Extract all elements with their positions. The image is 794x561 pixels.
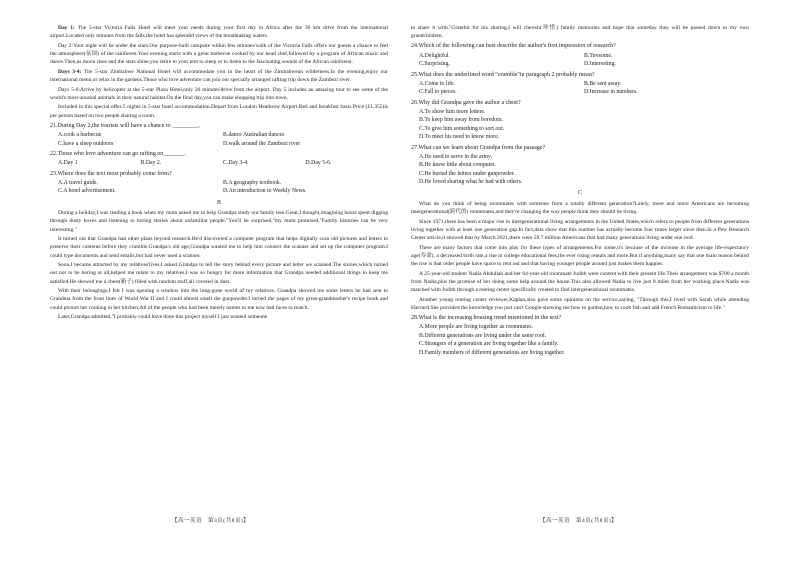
page-footer-left: 【高一英语 第3页(共8页)】: [172, 518, 250, 524]
question-stem: 27.What can we learn about Grandpa from the passage?: [411, 144, 546, 151]
passage-a: [50, 24, 388, 120]
paragraph: It turned out that Grandpa had other plans beyond research.He'd discovered a computer program that helps digitally scan old pictures and letters to preserve their contents before they crumble.Grandpa's old age,Grandpa wanted me to help him connect the scanner and set up the computer program.I could type documents and send emails,but had never used a scanner.: [50, 236, 388, 259]
paragraph: There are many factors that come into play for these types of arrangements.For some,it's because of the increase in the average life-expectancy age(寿命), a decreased birth rate,a rise in college educational fees,the ever rising rentals and more.But if anything,many say that one main reason behind the rise is that older people have space to rent out and that having younger people around just makes them happier.: [411, 244, 749, 268]
option: D.Interesting.: [584, 61, 616, 68]
paragraph: A 25-year-old student Nadia Abdullah and her 64-year-old roommate Judith were content with their present life.Their arrangement was $700 a month from Nadia,plus the promise of her doing some help around the house.This also allowed Nadia to live just 8 miles from her working place.Nadia was matched with Judith through a renting center specifically created to find intergenerational roommates.: [411, 270, 749, 294]
page-3-column: [50, 24, 388, 323]
option: A.cook a barbecue: [58, 132, 102, 139]
question-stem: 22.Those who love adventure can go rafting on_______.: [50, 150, 186, 157]
option: A.More people are living together as roommates.: [419, 324, 533, 331]
option: C.To give him something to sort out.: [419, 125, 505, 132]
paragraph: Later,Grandpa admitted,"I probably could have done this project myself.I just wanted someone: [58, 314, 268, 321]
question-25: [411, 71, 749, 97]
option: D.To meet his need to know more.: [419, 134, 500, 141]
paragraph: What do you think of being roommates with someone from a totally different generation?Lately, more and more Americans are becoming intergenerational(跨代的) roommates,and they're changing the way people think they should be living.: [411, 200, 749, 216]
option: D.He loved sharing what he had with others.: [419, 179, 523, 186]
page-4-column: [411, 24, 749, 358]
question-stem: 26.Why did Grandpa gave the author a chest?: [411, 99, 521, 106]
question-26: [411, 99, 749, 142]
paragraph: to share it with."Grateful for his sharing,I will cherish(珍惜) family memories and hope that someday they will be passed down to my own grandchildren.: [411, 25, 749, 40]
paragraph: Since 1971,there has been a major rise in intergenerational living arrangements in the United States,which refers to people from different generations living together with at least one generation gap.In fact,data show that this number has actually become four times larger since then.In a Pew Research Center article,it showed that by March 2021,there were 59.7 million Americans that had many generations living under one roof.: [411, 218, 749, 242]
option: C.Surprising.: [419, 61, 450, 68]
option: B.He knew little about computer.: [419, 162, 496, 169]
option: B.Day 2.: [140, 160, 162, 167]
paragraph: During a holiday,I was reading a book when my mum asked me to help Grandpa study our family tree.Great,I thought,imagining hours spent digging through dusty boxes and listening to boring stories about unfamiliar people."You'll be surprised,"my mum promised,"Family histories can be very interesting.": [50, 210, 388, 233]
option: D.An introduction to Weekly News.: [223, 188, 307, 195]
question-stem: 23.Where does the text most probably come from?: [50, 170, 172, 177]
option: B.Different generations are living under the same roof.: [419, 332, 547, 339]
paragraph: Day 2:Your night will be under the stars.Our purpose-built campsite within few minutes'walk of the Victoria Falls offers our guests a chance to feel the atmosphere(氛围) of the rainforest.Your evening starts with a great barbecue cooked by our head chef,followed by a program of African music and dance.Then,as moon rises and the stars shine,you retire to your tent to sleep or to listen to the fascinating sounds of the African rainforest.: [50, 42, 388, 66]
option: D.walk around the Zambezi river: [223, 140, 301, 147]
option: A.Delightful.: [419, 52, 450, 59]
option: B.To keep him away from boredom.: [419, 117, 504, 124]
passage-b: [50, 209, 388, 321]
option: B.dance Australian dances: [223, 132, 285, 139]
paragraph: Soon,I became attracted by my relatives'lives.I asked Grandpa to tell the story behind every picture and letter we scanned.The stories,which turned out not to be boring at all,helped me relate to my relatives.I was so hungry for more information that Grandpa needed additional things to keep me satisfied.He showed me a chest(箱子) filled with random stuff,all covered in dust.: [50, 262, 388, 285]
option: B.A geography textbook.: [223, 179, 282, 186]
option: C.He buried the letters under gunpowder.: [419, 170, 515, 177]
option: B.Be sent away.: [584, 80, 622, 87]
paragraph: Days 3-4: The 5-star Zimbabwe National Hotel will accommodate you in the heart of the Zimbabwean wilderness.In the evening,enjoy our international menu,or relax in the gardens.Those who love adventure can join our specially arranged rafting trip down the Zambezi river.: [50, 68, 388, 83]
question-23: [50, 170, 388, 196]
option: A.Come to life.: [419, 80, 456, 87]
option: B.Tiresome.: [584, 52, 613, 59]
paragraph: Days 5-6:Arrive by helicopter at the 5-star Plaza Hotel,only 20 minutes'drive from the airport. Day 5 includes an amazing tour to see some of the world's most unusual animals in their natural habitat.On the final day,you can make shopping trip into town.: [50, 86, 388, 101]
question-24: [411, 42, 749, 68]
option: D.Family members of different generations are living together.: [419, 349, 565, 356]
question-28: [411, 314, 749, 357]
paragraph: Another young renting center reviewer,Kaplan,also gave some opinions on the service,saying, "Through this,I lived with Sarah while attending Harvard.She provided the knowledge you just can't Google-showing me how to garden,how to cook fish and add French Romanticism to life.": [411, 296, 749, 311]
question-stem: 21.During Day 2,the tourists will have a chance to _________.: [50, 122, 201, 129]
option: D.Increase in numbers.: [584, 89, 638, 96]
section-heading-c: C: [577, 190, 582, 197]
question-stem: 24.Which of the following can best describe the author's first impression of research?: [411, 43, 616, 50]
page-footer-right: 【高一英语 第4页(共8页)】: [540, 518, 618, 524]
option: C.Fall to pieces.: [419, 89, 457, 96]
paragraph: Day 1: The 5-star Victoria Falls Hotel will meet your needs during your first day in Africa after the 30 km drive from the international airport.Located only minutes from the falls,the hotel has splendid views of the breathtaking waters.: [50, 25, 388, 40]
question-21: [50, 122, 388, 148]
section-heading-b: B: [216, 199, 221, 206]
option: C.Strangers of a generation are living together like a family.: [419, 341, 559, 348]
option: A.A travel guide.: [58, 179, 98, 186]
option: A.He used to serve in the army.: [419, 153, 493, 160]
paragraph: With their belongings,I felt I was opening a window into the long-gone world of my relatives. Grandpa showed me some letters he had sent to Grandma from the front lines of World War II and I could almost smell the gunpowder.I turned the pages of my great-grandmother's recipe book and could picture her cooking in her kitchen.All of the people who had been merely names to me now had faces to match.: [50, 288, 388, 311]
question-stem: 28.What is the increasing housing trend mentioned in the text?: [411, 315, 562, 322]
option: A.Day 1: [58, 160, 78, 167]
option: C.have a sleep outdoors: [58, 140, 114, 147]
option: C.A hotel advertisement.: [58, 188, 116, 195]
option: D.Day 5-6.: [305, 160, 332, 167]
paragraph: Included in this special offer:5 nights in 5-star hotel accommodation.Depart from London Heathrow Airport.Bed and breakfast basis.Price (£1,355)is per person based on two people sharing a room.: [50, 104, 388, 119]
question-27: [411, 144, 749, 187]
question-22: [50, 150, 388, 168]
option: A.To show him more letters.: [419, 108, 486, 115]
passage-c: [411, 200, 749, 312]
question-stem: 25.What does the underlined word "crumble"in paragraph 2 probably mean?: [411, 71, 595, 78]
option: C.Day 3-4.: [223, 160, 249, 167]
